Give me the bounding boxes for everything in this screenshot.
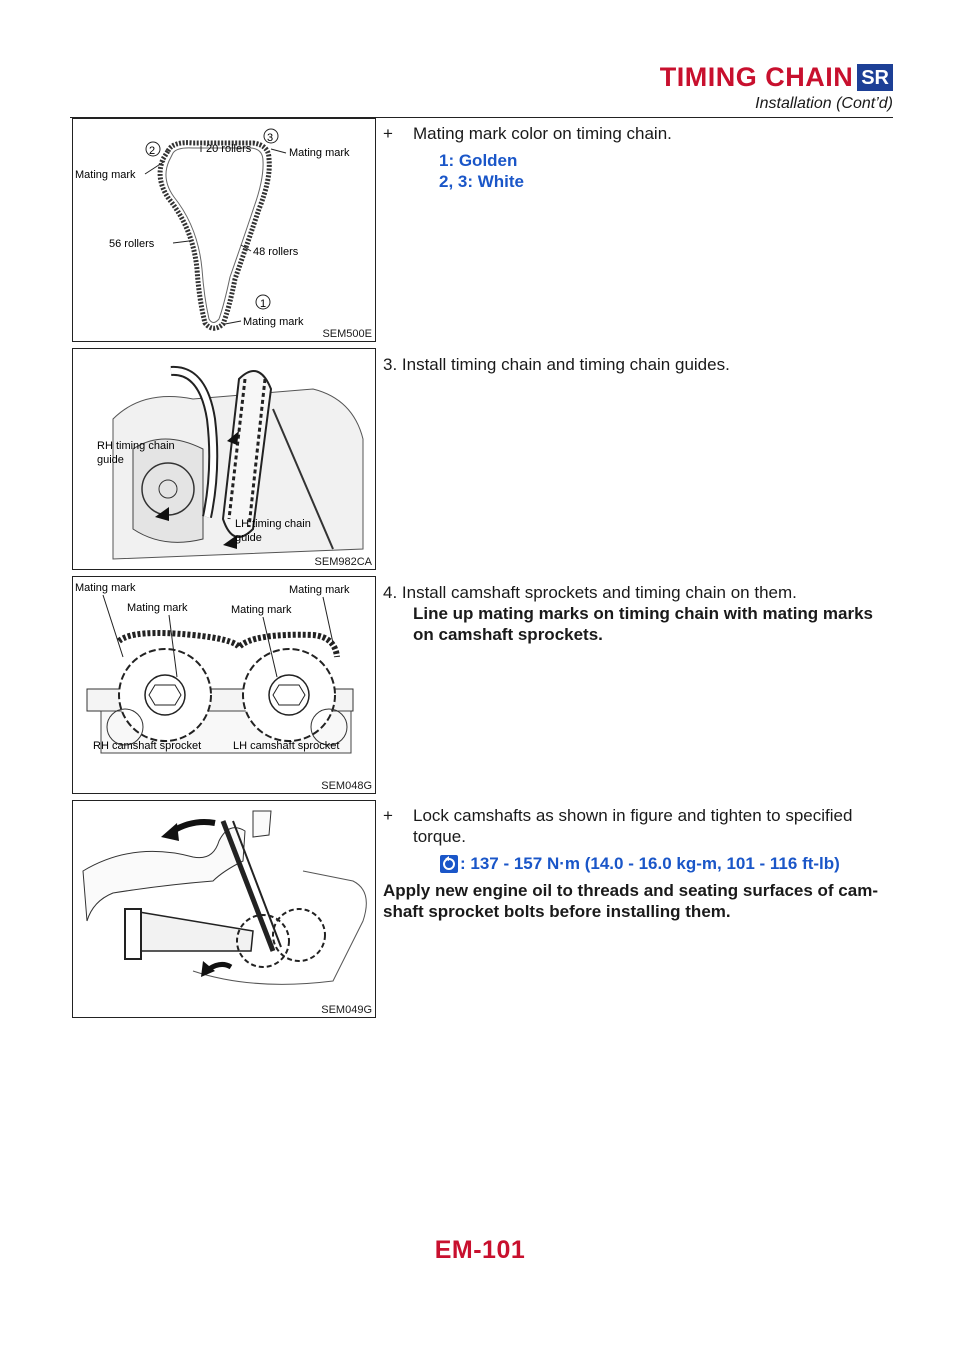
- figure-camshaft-sprockets: [72, 576, 376, 794]
- page-header: [660, 62, 893, 113]
- num-2-label: 2: [149, 145, 156, 157]
- figure-code: SEM049G: [321, 1004, 372, 1016]
- figure-code: SEM982CA: [314, 556, 372, 568]
- mating-mark-left-label: Mating mark: [75, 169, 136, 181]
- oil-note-line2: shaft sprocket bolts before installing them.: [383, 902, 731, 921]
- step-4-note-line1: Line up mating marks on timing chain with mating marks: [413, 604, 874, 623]
- bullet-text: Mating mark color on timing chain.: [413, 124, 672, 143]
- mating-mark-bottom-label: Mating mark: [243, 316, 304, 328]
- mating-mark-top-left: Mating mark: [75, 582, 136, 594]
- section-install-sprockets: [383, 582, 898, 645]
- bullet-text-line1: Lock camshafts as shown in figure and tighten to specified: [413, 806, 853, 825]
- page-number: EM-101: [434, 1236, 526, 1264]
- rh-guide-label-line1: RH timing chain: [97, 440, 175, 452]
- step-4-text: 4. Install camshaft sprockets and timing chain on them.: [383, 583, 797, 602]
- color-golden: 1: Golden: [439, 151, 518, 170]
- rh-sprocket-label: RH camshaft sprocket: [93, 740, 202, 752]
- section-install-guides: [383, 354, 898, 375]
- lh-guide-label-line2: guide: [235, 532, 262, 544]
- color-white: 2, 3: White: [439, 172, 525, 191]
- bullet-text-line2: torque.: [413, 827, 466, 846]
- sprockets-diagram: [73, 577, 375, 793]
- page-subtitle: Installation (Cont’d): [755, 95, 893, 112]
- num-3-label: 3: [267, 132, 274, 144]
- mating-mark-inner-left: Mating mark: [127, 602, 188, 614]
- mating-mark-inner-right: Mating mark: [231, 604, 292, 616]
- oil-note-line1: Apply new engine oil to threads and seating surfaces of cam-: [383, 881, 878, 900]
- page-title: TIMING CHAIN: [659, 62, 854, 92]
- bullet-item: [383, 805, 898, 826]
- bullet-item: [383, 123, 898, 144]
- figure-lock-camshafts: [72, 800, 376, 1018]
- num-1-label: 1: [260, 298, 267, 310]
- rollers-20-label: 20 rollers: [206, 143, 252, 155]
- bullet-cross-icon: +: [383, 806, 393, 825]
- step-4-note-line2: on camshaft sprockets.: [413, 625, 603, 644]
- lh-sprocket-label: LH camshaft sprocket: [233, 740, 340, 752]
- rollers-48-label: 48 rollers: [253, 246, 299, 258]
- lh-guide-label-line1: LH timing chain: [235, 518, 311, 530]
- chain-diagram: [73, 119, 375, 341]
- torque-spec-text: : 137 - 157 N·m (14.0 - 16.0 kg-m, 101 - 116 ft-lb): [460, 854, 840, 873]
- figure-code: SEM500E: [322, 328, 372, 340]
- figure-chain-mating-marks: [72, 118, 376, 342]
- chain-guides-illustration: [73, 349, 375, 569]
- section-chain-colors: [383, 123, 898, 192]
- figure-chain-guides: [72, 348, 376, 570]
- engine-code-badge: SR: [857, 64, 893, 91]
- mating-mark-top-label: Mating mark: [289, 147, 350, 159]
- rollers-56-label: 56 rollers: [109, 238, 155, 250]
- torque-wrench-icon: [439, 854, 459, 874]
- wrench-illustration: [73, 801, 375, 1017]
- rh-guide-label-line2: guide: [97, 454, 124, 466]
- torque-spec: [383, 853, 898, 874]
- bullet-cross-icon: +: [383, 124, 393, 143]
- step-3-text: 3. Install timing chain and timing chain guides.: [383, 355, 730, 374]
- section-lock-camshafts: [383, 805, 898, 922]
- header-title-row: [660, 62, 893, 93]
- mating-mark-top-right: Mating mark: [289, 584, 350, 596]
- figure-code: SEM048G: [321, 780, 372, 792]
